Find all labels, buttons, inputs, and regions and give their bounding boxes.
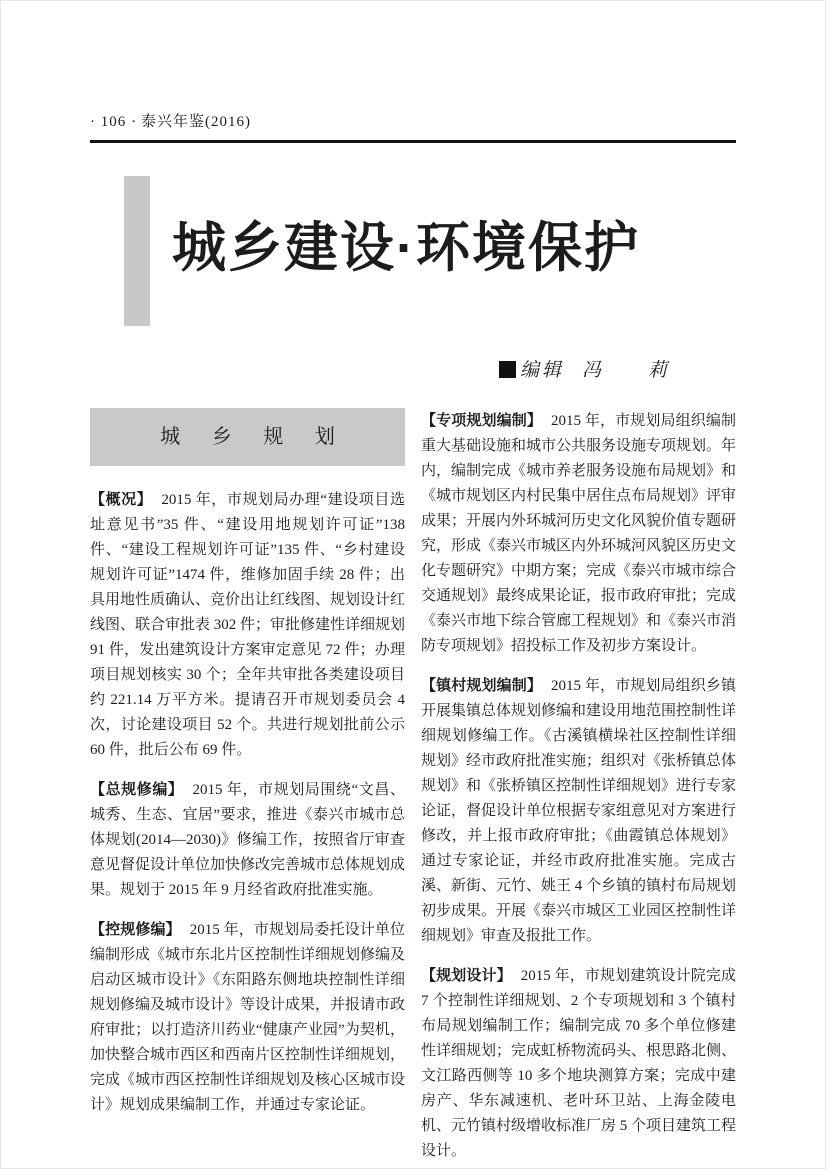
paragraph-special-planning [421,408,736,659]
entry-label: 【控规修编】 [90,921,181,938]
editor-label: 编辑 [519,360,564,381]
entry-text: 2015 年，市规划局组织乡镇开展集镇总体规划修编和建设用地范围控制性详细规划修编工作。《古溪镇横垛社区控制性详细规划》经市政府批准实施；组织对《张桥镇总体规划》和《张桥镇区控制性详细规划》进行专家论证，督促设计单位根据专家组意见对方案进行修改，并上报市政府审批；《曲霞镇总体规划》通过专家论证，并经市政府批准实施。完成古溪、新街、元竹、姚王 4 个乡镇的镇村布局规划初步成果。开展《泰兴市城区工业园区控制性详细规划》审查及报批工作。 [421,678,737,944]
running-head [90,0,736,143]
entry-text: 2015 年，市规划局组织编制重大基础设施和城市公共服务设施专项规划。年内，编制完成《城市养老服务设施布局规划》和《城市规划区内村民集中居住点布局规划》评审成果；开展内外环城河历史文化风貌价值专题研究，形成《泰兴市城区内外环城河风貌区历史文化专题研究》中期方案；完成《泰兴市城市综合交通规划》最终成果论证，报市政府审批；完成《泰兴市地下综合管廊工程规划》和《泰兴市消防专项规划》招投标工作及初步方案设计。 [421,413,737,654]
paragraph-regulatory-plan-revision [90,917,405,1118]
paragraph-planning-design [421,963,736,1164]
entry-text: 2015 年，市规划局办理“建设项目选址意见书”35 件、“建设用地规划许可证”138 件、“建设工程规划许可证”135 件、“乡村建设规划许可证”1474 件，维修加固手续 28 件；出具用地性质确认、竞价出让红线图、规划设计红线图、联合审批表 302 件；审批修建性详细规划 91 件，发出建筑设计方案审定意见 72 件；办理项目规划核实 30 个；全年共审批各类建设项目约 221.14 万平方米。提请召开市规划委员会 4 次，讨论建设项目 52 个。共进行规划批前公示 60 件，批后公布 69 件。 [90,492,406,758]
entry-text: 2015 年，市规划局围绕“文昌、城秀、生态、宜居”要求，推进《泰兴市城市总体规划(2014—2030)》修编工作，按照省厅审查意见督促设计单位加快修改完善城市总体规划成果。规划于 2015 年 9 月经省政府批准实施。 [90,782,406,898]
paragraph-master-plan-revision [90,777,405,903]
entry-label: 【概况】 [90,491,153,508]
section-title: 城 乡 规 划 [160,426,348,448]
chapter-title: 城乡建设·环境保护 [172,218,640,278]
editor-name: 冯 莉 [581,360,681,381]
entry-text: 2015 年，市规划局委托设计单位编制形成《城市东北片区控制性详细规划修编及启动区城市设计》《东阳路东侧地块控制性详细规划修编及城市设计》等设计成果，并报请市政府审批；以打造济川药业“健康产业园”为契机，加快整合城市西区和西南片区控制性详细规划，完成《城市西区控制性详细规划及核心区城市设计》规划成果编制工作，并通过专家论证。 [90,922,406,1113]
entry-label: 【总规修编】 [90,781,184,798]
chapter-title-block [90,143,736,388]
editor-line [499,355,681,382]
entry-text: 2015 年，市规划建筑设计院完成 7 个控制性详细规划、2 个专项规划和 3 个镇村布局规划编制工作；编制完成 70 多个单位修建性详细规划；完成虹桥物流码头、根思路北侧、文江路西侧等 10 多个地块测算方案；完成中建房产、华东减速机、老叶环卫站、上海金陵电机、元竹镇村级增收标准厂房 5 个项目建筑工程设计。 [421,968,737,1159]
page-number: · 106 · [90,114,137,130]
title-accent-bar [124,176,150,326]
right-column [421,408,736,1169]
book-title: 泰兴年鉴(2016) [141,114,251,130]
section-header [90,408,405,466]
entry-label: 【镇村规划编制】 [421,677,542,694]
entry-label: 【规划设计】 [421,967,512,984]
entry-label: 【专项规划编制】 [421,412,542,429]
paragraph-overview [90,487,405,763]
left-column [90,408,405,1169]
text-columns [90,408,736,1169]
paragraph-town-village-planning [421,673,736,949]
page-content [90,0,736,1169]
black-square-icon [499,361,516,378]
